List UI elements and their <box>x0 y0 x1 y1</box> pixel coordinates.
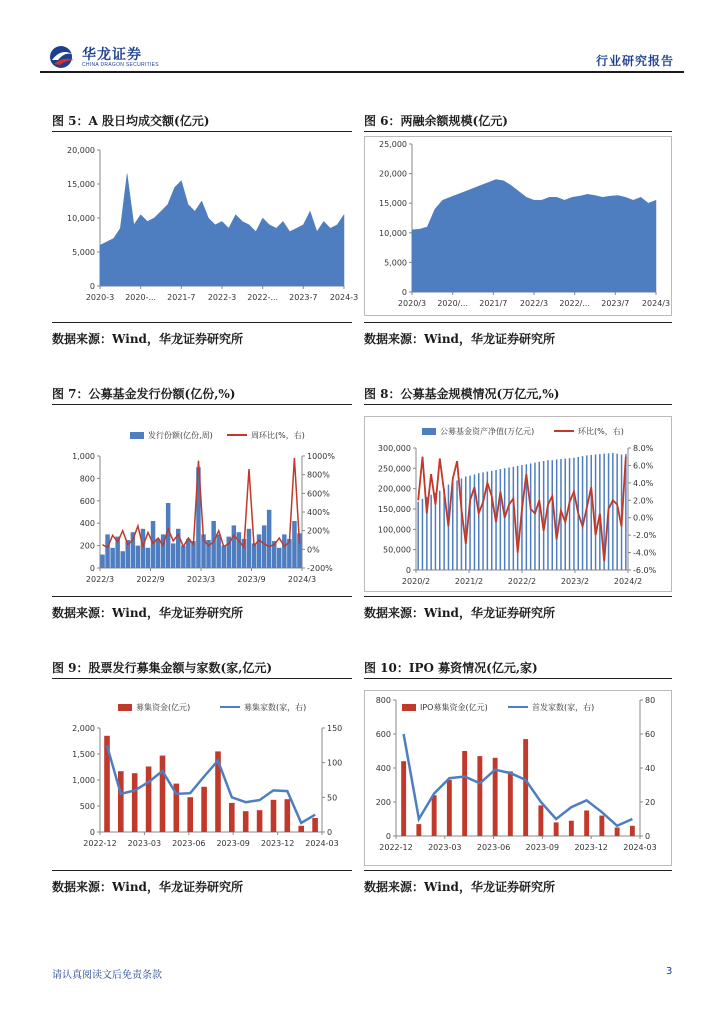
bar <box>615 828 620 837</box>
figure-8-source: 数据来源：Wind，华龙证券研究所 <box>364 606 555 620</box>
x-tick-label: 2023/9 <box>237 575 266 584</box>
legend-label-line: 周环比(%，右) <box>251 431 305 440</box>
y2-tick-label: 400% <box>307 508 330 517</box>
y-tick-label: 10,000 <box>379 228 407 238</box>
bar <box>513 467 515 570</box>
bar <box>232 525 237 568</box>
bar <box>216 534 221 568</box>
legend-label-line: 募集家数(家，右) <box>244 703 307 712</box>
x-tick-label: 2020/2 <box>401 577 431 586</box>
figure-9-title: 图 9：股票发行募集金额与家数(家,亿元) <box>52 661 273 675</box>
y2-tick-label: -200% <box>307 564 333 573</box>
bar <box>432 795 437 836</box>
y-tick-label: 25,000 <box>379 140 407 149</box>
x-tick-label: 2023-09 <box>525 843 560 852</box>
y2-tick-label: 50 <box>327 793 338 803</box>
x-tick-label: 2023/3 <box>186 575 216 584</box>
y-tick-label: 10,000 <box>67 214 95 223</box>
x-tick-label: 2021-7 <box>167 293 196 302</box>
bar <box>312 818 318 832</box>
figure-5-bottom-rule <box>52 322 352 323</box>
figure-7-title: 图 7：公募基金发行份额(亿份,%) <box>52 387 236 401</box>
y2-tick-label: 0 <box>645 832 651 841</box>
y-tick-label: 15,000 <box>379 199 407 209</box>
y-tick-label: 1,500 <box>72 750 95 759</box>
legend-label-bar: 发行份额(亿份,周) <box>148 431 213 440</box>
y-tick-label: 250,000 <box>377 464 411 474</box>
bar <box>100 555 105 568</box>
y2-tick-label: 60 <box>645 730 656 739</box>
x-tick-label: 2022/2 <box>507 577 537 586</box>
bar <box>187 797 193 832</box>
bar <box>543 461 545 570</box>
legend-label-bar: 公募基金资产净值(万亿元) <box>440 427 535 436</box>
y2-tick-label: 0% <box>307 545 320 555</box>
y-tick-label: 20,000 <box>379 169 407 179</box>
bar <box>630 826 635 836</box>
figure-6-bottom-rule <box>364 322 672 323</box>
bar <box>517 466 519 570</box>
bar <box>271 800 277 832</box>
y-tick-label: 50,000 <box>383 545 411 555</box>
figure-8-bottom-rule <box>364 596 672 597</box>
y-tick-label: 200 <box>79 541 95 551</box>
bar <box>556 459 558 570</box>
figure-8-chart <box>364 416 672 592</box>
legend-swatch-bar <box>402 704 416 711</box>
bar <box>462 751 467 836</box>
bar <box>552 460 554 570</box>
bar <box>121 551 126 568</box>
y-tick-label: 0 <box>89 282 95 291</box>
bar <box>146 548 151 568</box>
figure-5-chart <box>52 140 359 310</box>
bar <box>565 459 567 570</box>
figure-10-top-rule <box>364 678 672 679</box>
y-tick-label: 800 <box>375 696 391 705</box>
bar <box>465 477 467 571</box>
bar <box>146 767 152 833</box>
figure-9-svg <box>52 692 352 862</box>
y-tick-label: 600 <box>375 730 391 739</box>
y2-tick-label: 100 <box>327 758 343 768</box>
bar <box>237 532 242 568</box>
bar <box>282 534 287 568</box>
y-tick-label: 800 <box>79 474 95 484</box>
x-tick-label: 2022-... <box>247 293 279 302</box>
bar <box>482 472 484 570</box>
x-tick-label: 2020-... <box>125 293 157 302</box>
figure-10-bottom-rule <box>364 870 672 871</box>
x-tick-label: 2024/3 <box>641 299 671 308</box>
x-tick-label: 2024-03 <box>623 843 657 852</box>
bar <box>247 529 252 568</box>
x-tick-label: 2022/9 <box>136 575 165 584</box>
y2-tick-label: 4.0% <box>633 478 654 488</box>
bar <box>616 454 618 570</box>
figure-5-title: 图 5：A 股日均成交额(亿元) <box>52 114 210 128</box>
figure-10-chart <box>364 690 672 866</box>
logo-chinese-name: 华龙证券 <box>82 47 142 63</box>
y2-tick-label: 1000% <box>307 452 335 461</box>
bar <box>538 805 543 836</box>
bar <box>573 458 575 570</box>
x-tick-label: 2022-12 <box>379 843 413 852</box>
bar <box>508 771 513 836</box>
area-series <box>100 174 344 286</box>
bar <box>181 546 186 568</box>
x-tick-label: 2023-03 <box>428 843 462 852</box>
y-tick-label: 0 <box>89 828 95 837</box>
y-tick-label: 500 <box>79 802 95 811</box>
area-series <box>412 180 656 293</box>
header-divider <box>40 71 684 73</box>
bar <box>292 521 297 568</box>
x-tick-label: 2021/2 <box>454 577 484 586</box>
x-tick-label: 2024-3 <box>329 293 359 302</box>
disclaimer-note: 请认真阅读文后免责条款 <box>52 970 162 981</box>
bar <box>478 473 480 570</box>
figure-6-chart <box>364 136 672 316</box>
x-tick-label: 2021/7 <box>479 299 508 308</box>
y2-tick-label: 2.0% <box>633 496 654 506</box>
y-tick-label: 400 <box>375 764 391 773</box>
bar <box>118 771 124 832</box>
figure-8-top-rule <box>364 404 672 405</box>
bar <box>547 460 549 570</box>
bar <box>430 495 432 570</box>
logo-english-name: CHINA DRAGON SECURITIES <box>82 62 159 68</box>
x-tick-label: 2020/3 <box>397 299 427 308</box>
x-tick-label: 2020-3 <box>85 293 115 302</box>
bar <box>584 811 589 837</box>
bar <box>595 455 597 571</box>
legend-label-bar: 募集资金(亿元) <box>136 703 191 712</box>
x-tick-label: 2024-03 <box>305 839 339 848</box>
report-type: 行业研究报告 <box>595 54 674 68</box>
bar <box>416 824 421 836</box>
x-tick-label: 2022-12 <box>83 839 117 848</box>
line-series <box>107 745 315 823</box>
figure-8-title: 图 8：公募基金规模情况(万亿元,%) <box>364 387 560 401</box>
figure-9-source: 数据来源：Wind，华龙证券研究所 <box>52 880 243 894</box>
bar <box>523 739 528 836</box>
bar <box>171 543 176 568</box>
figure-7-bottom-rule <box>52 596 352 597</box>
bar <box>262 525 267 568</box>
bar <box>132 773 138 832</box>
x-tick-label: 2022/... <box>559 299 591 308</box>
y2-tick-label: 6.0% <box>633 461 654 471</box>
bar <box>110 548 115 568</box>
bar <box>277 548 282 568</box>
y-tick-label: 1,000 <box>72 776 95 785</box>
x-tick-label: 2024/2 <box>613 577 643 586</box>
y-tick-label: 200,000 <box>377 484 411 494</box>
y2-tick-label: 600% <box>307 489 330 499</box>
x-tick-label: 2022/3 <box>519 299 549 308</box>
figure-5-source: 数据来源：Wind，华龙证券研究所 <box>52 332 243 346</box>
x-tick-label: 2023-09 <box>216 839 250 848</box>
y-tick-label: 5,000 <box>384 258 407 268</box>
y-tick-label: 5,000 <box>72 248 95 257</box>
bar <box>456 481 458 571</box>
figure-8-svg <box>364 416 672 592</box>
x-tick-label: 2022/3 <box>85 575 115 584</box>
y2-tick-label: 0 <box>327 828 333 837</box>
bar <box>612 453 614 570</box>
y2-tick-label: -4.0% <box>633 548 657 558</box>
x-tick-label: 2023-06 <box>476 843 511 852</box>
figure-7-source: 数据来源：Wind，华龙证券研究所 <box>52 606 243 620</box>
bar <box>447 780 452 836</box>
bar <box>298 826 304 832</box>
y-tick-label: 0 <box>385 832 391 841</box>
bar <box>222 546 227 568</box>
y-tick-label: 600 <box>79 496 95 506</box>
figure-7-svg <box>52 418 352 590</box>
figure-10-source: 数据来源：Wind，华龙证券研究所 <box>364 880 555 894</box>
legend-swatch-bar <box>118 704 132 711</box>
x-tick-label: 2023-03 <box>127 839 162 848</box>
y-tick-label: 20,000 <box>67 146 95 155</box>
figure-6-source: 数据来源：Wind，华龙证券研究所 <box>364 332 555 346</box>
x-tick-label: 2020/... <box>437 299 469 308</box>
y-tick-label: 2,000 <box>72 724 95 733</box>
x-tick-label: 2023/7 <box>601 299 630 308</box>
bar <box>211 521 216 568</box>
bar <box>504 468 506 570</box>
bar <box>582 456 584 570</box>
bar <box>401 761 406 836</box>
y2-tick-label: 20 <box>645 798 656 807</box>
y2-tick-label: 200% <box>307 526 330 536</box>
y2-tick-label: 80 <box>645 696 656 705</box>
x-tick-label: 2023/2 <box>560 577 590 586</box>
bar <box>136 546 141 568</box>
y-tick-label: 0 <box>401 288 407 297</box>
page-number: 3 <box>666 966 673 977</box>
company-logo <box>48 44 168 72</box>
bar <box>267 510 272 568</box>
legend-label-line: 环比(%，右) <box>578 427 624 436</box>
figure-5-svg <box>52 140 359 310</box>
figure-10-svg <box>364 690 672 866</box>
x-tick-label: 2022-3 <box>207 293 237 302</box>
y-tick-label: 300,000 <box>377 444 411 453</box>
bar <box>252 543 256 568</box>
bar <box>491 471 493 570</box>
bar <box>439 491 441 570</box>
legend-label-bar: IPO募集资金(亿元) <box>420 703 488 712</box>
legend-swatch-bar <box>422 428 436 435</box>
y2-tick-label: -2.0% <box>633 531 657 541</box>
bar <box>534 463 536 570</box>
bar <box>461 479 463 571</box>
y-tick-label: 0 <box>405 566 411 575</box>
legend-label-line: 首发家数(家，右) <box>532 703 595 712</box>
figure-6-svg <box>364 136 672 316</box>
bar <box>477 756 482 836</box>
dragon-logo-icon <box>48 44 78 70</box>
y2-tick-label: -6.0% <box>633 566 657 575</box>
bar <box>105 534 110 568</box>
y-tick-label: 400 <box>79 519 95 529</box>
y-tick-label: 1,000 <box>72 452 95 461</box>
bar <box>160 756 166 832</box>
bar <box>554 822 559 836</box>
page-header <box>40 38 684 72</box>
figure-10-title: 图 10：IPO 募资情况(亿元,家) <box>364 661 538 675</box>
figure-6-title: 图 6：两融余额规模(亿元) <box>364 114 508 128</box>
x-tick-label: 2023-12 <box>260 839 295 848</box>
bar <box>569 821 574 836</box>
figure-9-chart <box>52 692 352 862</box>
bar <box>201 787 207 832</box>
bar <box>243 811 249 832</box>
bar <box>257 810 263 832</box>
y2-tick-label: 8.0% <box>633 444 654 453</box>
y2-tick-label: 150 <box>327 724 343 733</box>
y-tick-label: 100,000 <box>377 525 411 535</box>
bar <box>539 462 541 570</box>
bar <box>229 803 235 832</box>
figure-7-top-rule <box>52 404 352 405</box>
y2-tick-label: 800% <box>307 470 330 480</box>
y2-tick-label: 0.0% <box>633 513 654 523</box>
bar <box>599 816 604 836</box>
bar <box>285 799 291 832</box>
figure-7-chart <box>52 418 352 590</box>
figure-9-top-rule <box>52 678 352 679</box>
x-tick-label: 2023-06 <box>172 839 206 848</box>
bar <box>569 458 571 570</box>
bar <box>186 539 191 568</box>
bar <box>448 485 450 570</box>
figure-5-top-rule <box>52 131 352 132</box>
figure-9-bottom-rule <box>52 870 352 871</box>
bar <box>508 468 510 571</box>
bar <box>500 469 502 570</box>
bar <box>422 499 424 570</box>
x-tick-label: 2024/3 <box>287 575 317 584</box>
y-tick-label: 150,000 <box>377 505 411 514</box>
legend-swatch-bar <box>130 432 144 439</box>
line-series <box>404 734 633 826</box>
bar <box>156 539 161 568</box>
x-tick-label: 2023-12 <box>574 843 608 852</box>
bar <box>469 476 471 570</box>
y-tick-label: 15,000 <box>67 180 95 189</box>
y-tick-label: 200 <box>375 798 391 807</box>
y-tick-label: 0 <box>89 564 95 573</box>
bar <box>599 454 601 570</box>
bar <box>591 455 593 570</box>
figure-6-top-rule <box>364 131 672 132</box>
bar <box>452 483 454 570</box>
y2-tick-label: 40 <box>645 764 656 773</box>
bar <box>417 502 419 570</box>
bar <box>530 464 532 571</box>
x-tick-label: 2023-7 <box>289 293 318 302</box>
